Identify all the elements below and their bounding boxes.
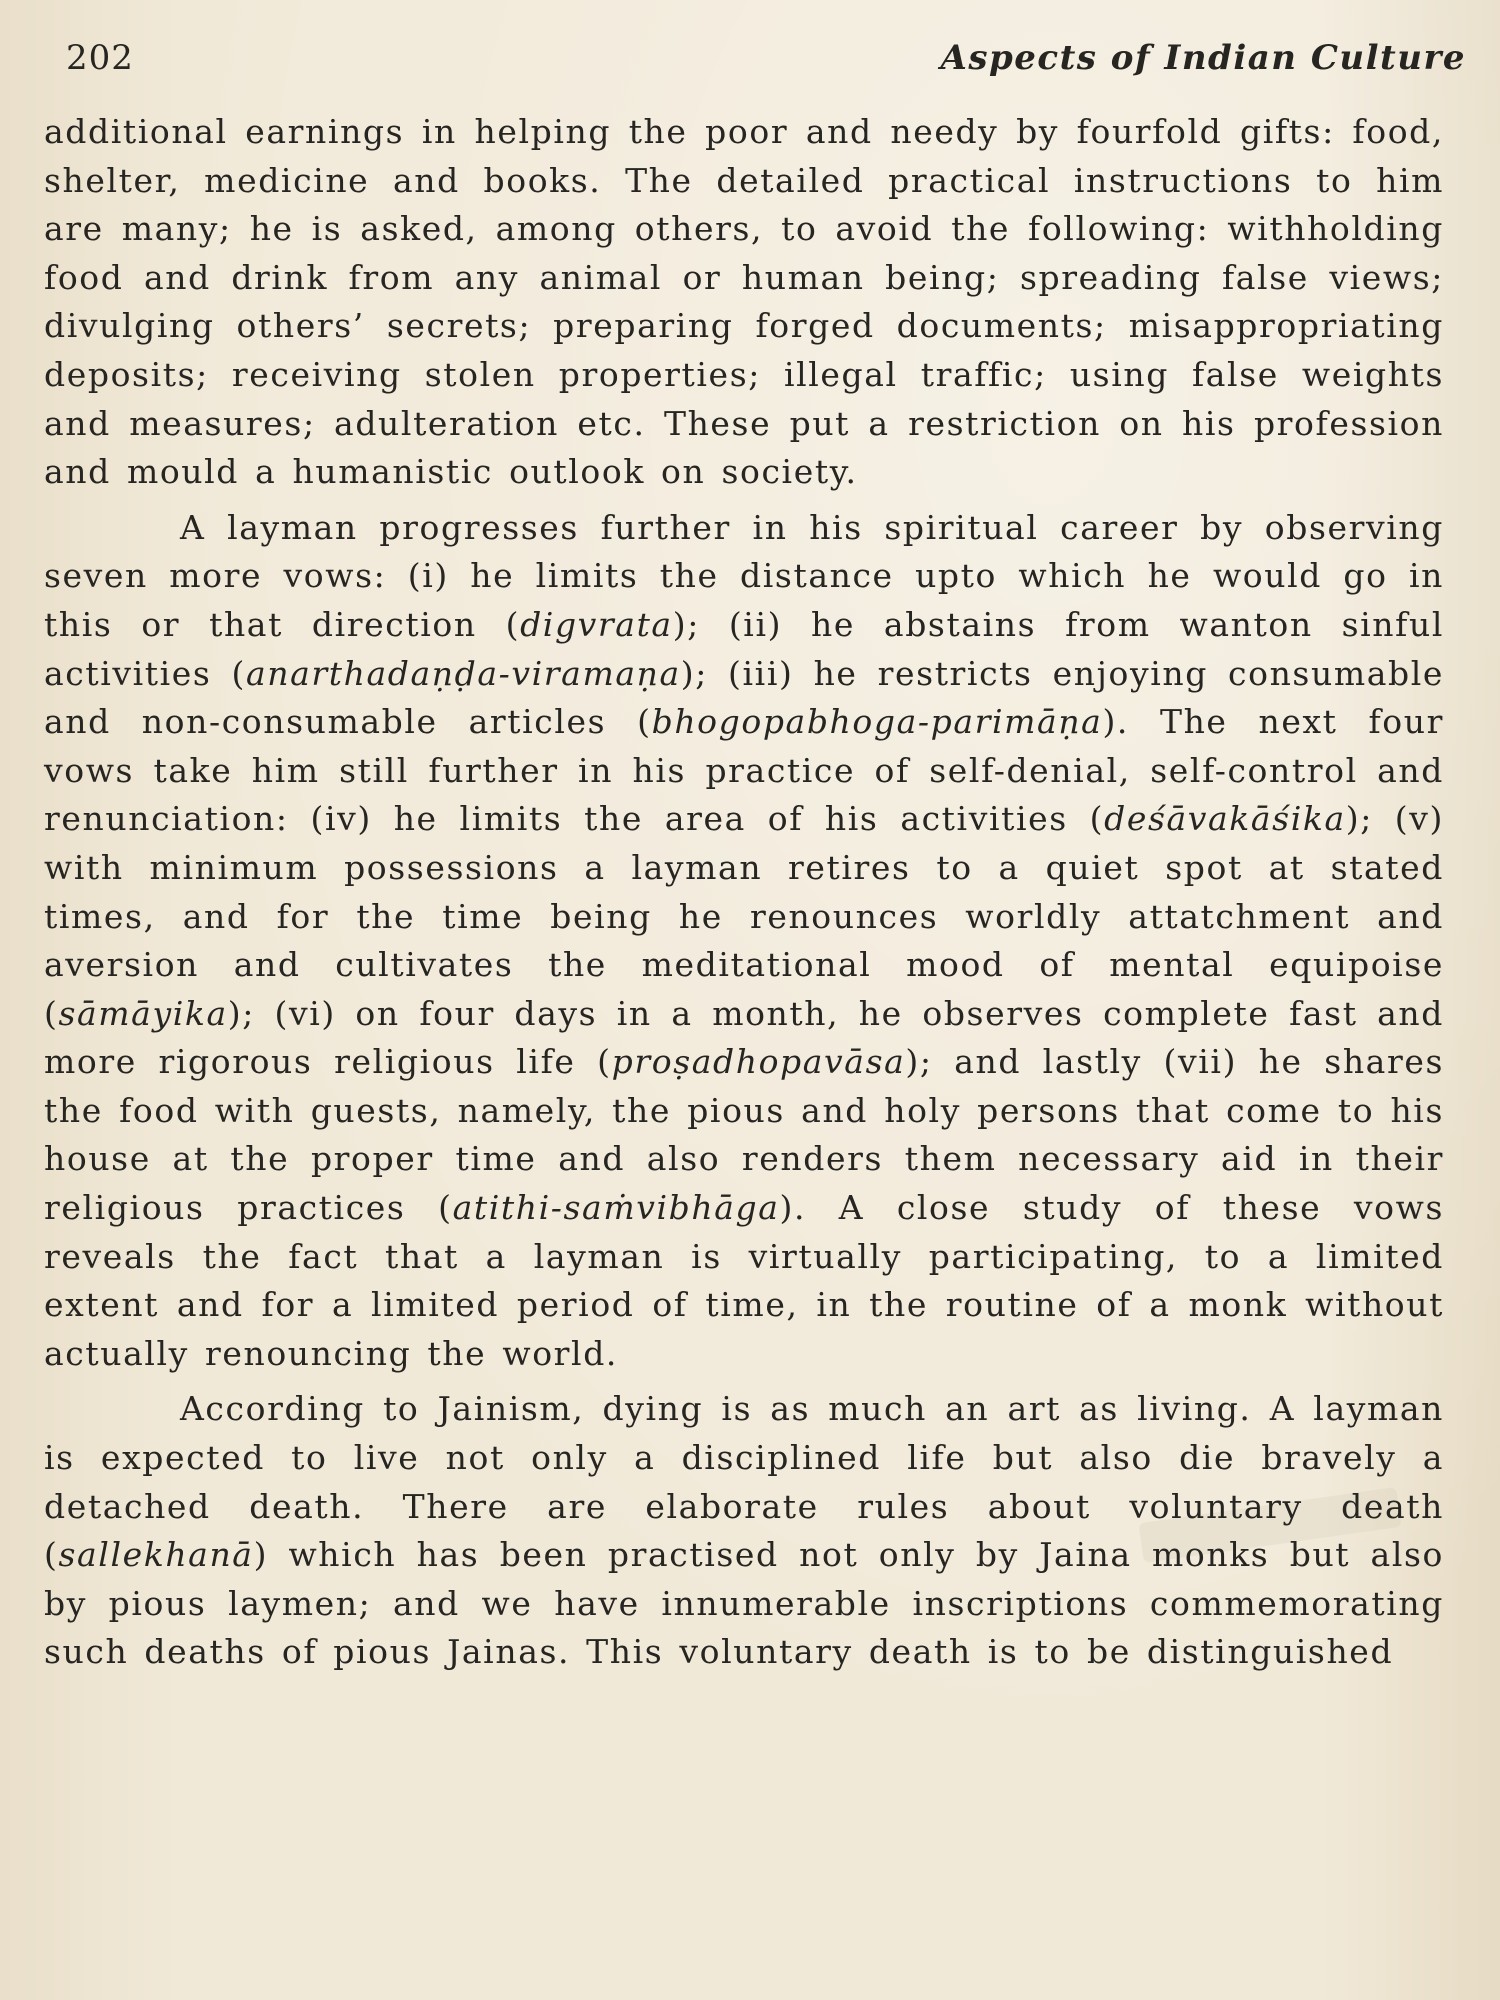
sanskrit-term: bhogopabhoga-parimāṇa [651, 702, 1103, 742]
text-run: ); (v) with minimum possessions a layman retires to a quiet spot at stated times, and for the time being he renounces worldly attatchment and aversion and cultivates the meditational mood of mental equipoise ( [44, 799, 1444, 1033]
sanskrit-term: atithi-saṁvibhāga [452, 1188, 780, 1228]
text-run: ); (ii) he abstains from wanton sinful activities ( [44, 604, 1444, 693]
paragraph-2 [44, 504, 1444, 1379]
text-run: ); and lastly (vii) he shares the food with guests, namely, the pious and holy persons that come to his house at the proper time and also renders them necessary aid in their religious practices ( [44, 1042, 1444, 1228]
text-run: A layman progresses further in his spiritual career by observing seven more vows: (i) he limits the distance upto which he would go in this or that direction ( [44, 507, 1444, 644]
text-run: additional earnings in helping the poor and needy by fourfold gifts: food, shelter, medicine and books. The detailed practical instructions to him are many; he is asked, among others, to avoid the following: withholding food and drink from any animal or human being; spreading false views; divulging others’ secrets; preparing forged documents; misappropriating deposits; receiving stolen properties; illegal traffic; using false weights and measures; adulteration etc. These put a restriction on his profession and mould a humanistic outlook on society. [44, 112, 1444, 492]
page-number: 202 [66, 38, 134, 78]
page-header [66, 38, 1466, 88]
paragraph-3 [44, 1385, 1444, 1677]
sanskrit-term: deśāvakāśika [1104, 799, 1346, 839]
text-run: ); (iii) he restricts enjoying consumable and non-consumable articles ( [44, 653, 1444, 742]
sanskrit-term: anarthadaṇḍa-viramaṇa [246, 653, 681, 693]
sanskrit-term: sāmāyika [58, 993, 228, 1033]
sanskrit-term: sallekhanā [58, 1535, 254, 1575]
text-run: ). A close study of these vows reveals the fact that a layman is virtually participating, to a limited extent and for a limited period of time, in the routine of a monk without actually renouncing the world. [44, 1188, 1444, 1373]
sanskrit-term: digvrata [520, 604, 673, 644]
text-run: ). The next four vows take him still further in his practice of self-denial, self-control and renunciation: (iv) he limits the area of his activities ( [44, 702, 1444, 839]
paragraph-1 [44, 108, 1444, 497]
text-run: According to Jainism, dying is as much an art as living. A layman is expected to live not only a disciplined life but also die bravely a detached death. There are elaborate rules about voluntary death ( [44, 1389, 1444, 1575]
sanskrit-term: proṣadhopavāsa [611, 1042, 906, 1082]
running-title: Aspects of Indian Culture [940, 38, 1466, 78]
body-text [44, 108, 1444, 1684]
text-run: ); (vi) on four days in a month, he observes complete fast and more rigorous religious life ( [44, 993, 1444, 1082]
text-run: ) which has been practised not only by Jaina monks but also by pious laymen; and we have innumerable inscriptions commemorating such deaths of pious Jainas. This voluntary death is to be distinguished [44, 1535, 1444, 1672]
